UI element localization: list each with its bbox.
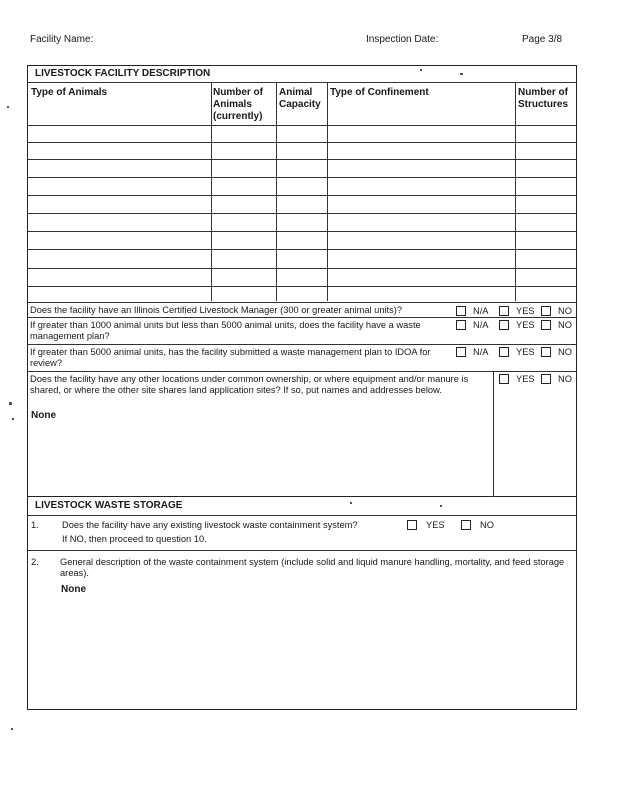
other-locations-answer[interactable]: None [31, 410, 56, 421]
q2-text: General description of the waste containment system (include solid and liquid manure handling, mortality, and feed storage areas). [60, 557, 565, 578]
other-locations-question: Does the facility have any other locations under common ownership, or where equipment and/or manure is shared, or where the other site shares land application sites? If so, put names and addresses below. [30, 374, 469, 395]
other-locations-yes-checkbox[interactable] [499, 374, 509, 384]
scan-speck [420, 69, 422, 71]
col-number-of-structures: Number of Structures [518, 87, 569, 110]
col-type-of-animals: Type of Animals [31, 87, 108, 98]
facility-name-label: Facility Name: [30, 34, 94, 45]
idoa-no-label: NO [558, 347, 572, 357]
table-row-line[interactable] [28, 231, 576, 232]
waste-storage-title: LIVESTOCK WASTE STORAGE [35, 500, 183, 511]
q1-number: 1. [31, 520, 39, 530]
wmp-question: If greater than 1000 animal units but less than 5000 animal units, does the facility have a waste management plan? [30, 320, 421, 341]
col-animal-capacity: Animal Capacity [279, 87, 321, 110]
clm-no-checkbox[interactable] [541, 306, 551, 316]
table-row-line[interactable] [28, 213, 576, 214]
table-row-line[interactable] [28, 125, 576, 126]
q1-text: Does the facility have any existing livestock waste containment system? [62, 520, 358, 530]
table-row-line[interactable] [28, 177, 576, 178]
facility-description-section [27, 65, 577, 497]
table-row-line[interactable] [28, 195, 576, 196]
scan-speck [12, 418, 14, 420]
clm-question: Does the facility have an Illinois Certified Livestock Manager (300 or greater animal units)? [30, 305, 403, 315]
question-divider [27, 317, 577, 318]
col-number-of-animals: Number of Animals (currently) [213, 87, 263, 122]
table-row-line[interactable] [28, 268, 576, 269]
idoa-na-checkbox[interactable] [456, 347, 466, 357]
wmp-no-label: NO [558, 320, 572, 330]
q1-yes-label: YES [426, 520, 445, 530]
q1-no-label: NO [480, 520, 494, 530]
q2-number: 2. [31, 557, 39, 567]
wmp-na-checkbox[interactable] [456, 320, 466, 330]
table-row-line[interactable] [28, 286, 576, 287]
question-divider [27, 550, 577, 551]
table-row-line[interactable] [28, 142, 576, 143]
idoa-yes-label: YES [516, 347, 535, 357]
inspection-date-label: Inspection Date: [366, 34, 439, 45]
q1-no-checkbox[interactable] [461, 520, 471, 530]
page-number: Page 3/8 [522, 34, 563, 45]
col-type-of-confinement: Type of Confinement [330, 87, 429, 98]
scan-speck [9, 402, 12, 405]
scan-speck [440, 505, 442, 507]
table-bottom-line [27, 302, 577, 303]
scan-speck [350, 502, 352, 504]
idoa-na-label: N/A [473, 347, 489, 357]
idoa-yes-checkbox[interactable] [499, 347, 509, 357]
facility-description-title: LIVESTOCK FACILITY DESCRIPTION [35, 68, 211, 79]
table-row-line[interactable] [28, 159, 576, 160]
other-locations-no-checkbox[interactable] [541, 374, 551, 384]
q2-answer[interactable]: None [61, 584, 86, 595]
wmp-yes-checkbox[interactable] [499, 320, 509, 330]
wmp-yes-label: YES [516, 320, 535, 330]
answer-column-divider [493, 371, 494, 497]
title-divider [27, 515, 577, 516]
scan-speck [11, 728, 13, 730]
clm-yes-checkbox[interactable] [499, 306, 509, 316]
q1-note: If NO, then proceed to question 10. [62, 534, 207, 544]
other-locations-no-label: NO [558, 374, 572, 384]
question-divider [27, 344, 577, 345]
scan-speck [460, 73, 463, 75]
idoa-question: If greater than 5000 animal units, has the facility submitted a waste management plan to IDOA for review? [30, 347, 431, 368]
title-divider [27, 82, 577, 83]
clm-na-label: N/A [473, 306, 489, 316]
wmp-na-label: N/A [473, 320, 489, 330]
other-locations-yes-label: YES [516, 374, 535, 384]
table-row-line[interactable] [28, 249, 576, 250]
clm-na-checkbox[interactable] [456, 306, 466, 316]
question-divider [27, 371, 577, 372]
idoa-no-checkbox[interactable] [541, 347, 551, 357]
q1-yes-checkbox[interactable] [407, 520, 417, 530]
wmp-no-checkbox[interactable] [541, 320, 551, 330]
scan-speck [7, 106, 9, 108]
clm-yes-label: YES [516, 306, 535, 316]
clm-no-label: NO [558, 306, 572, 316]
